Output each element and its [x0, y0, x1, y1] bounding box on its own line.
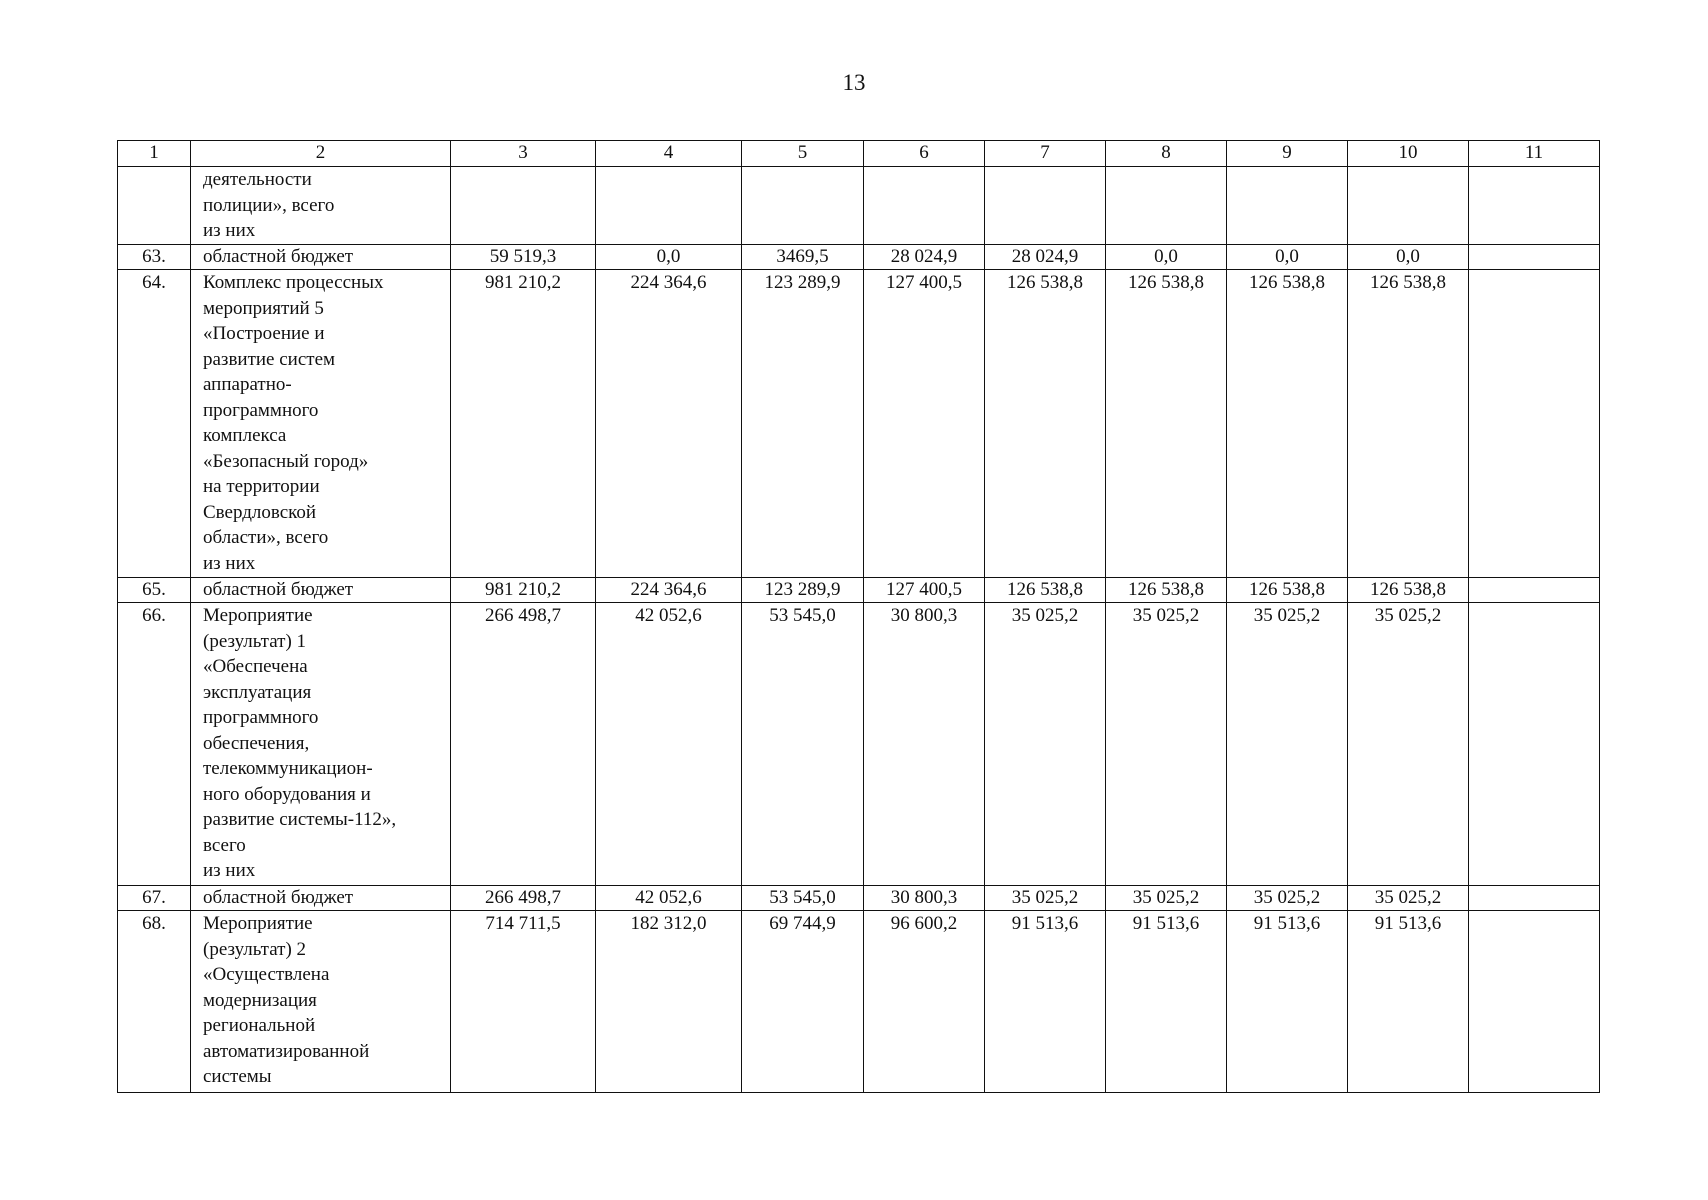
value-cell — [1348, 167, 1469, 245]
header-cell: 3 — [451, 141, 596, 167]
value-cell: 266 498,7 — [451, 603, 596, 886]
value-cell — [1469, 167, 1600, 245]
row-number: 66. — [118, 603, 191, 886]
budget-table — [117, 140, 1600, 1093]
header-cell: 4 — [596, 141, 742, 167]
row-name: деятельности полиции», всего из них — [191, 167, 451, 245]
value-cell: 3469,5 — [742, 245, 864, 270]
value-cell: 714 711,5 — [451, 911, 596, 1093]
table-row — [118, 167, 1600, 245]
value-cell: 35 025,2 — [985, 603, 1106, 886]
value-cell: 0,0 — [596, 245, 742, 270]
table-row — [118, 603, 1600, 886]
value-cell — [1106, 167, 1227, 245]
table-row — [118, 245, 1600, 270]
value-cell: 224 364,6 — [596, 270, 742, 578]
value-cell: 35 025,2 — [1348, 886, 1469, 911]
value-cell: 42 052,6 — [596, 886, 742, 911]
header-cell: 5 — [742, 141, 864, 167]
value-cell: 981 210,2 — [451, 270, 596, 578]
value-cell — [1469, 886, 1600, 911]
value-cell — [985, 167, 1106, 245]
value-cell: 126 538,8 — [985, 578, 1106, 603]
row-name: Мероприятие (результат) 2 «Осуществлена модернизация региональной автоматизированной системы — [191, 911, 451, 1093]
value-cell — [1469, 911, 1600, 1093]
table-row — [118, 911, 1600, 1093]
row-number — [118, 167, 191, 245]
row-number: 63. — [118, 245, 191, 270]
value-cell: 126 538,8 — [985, 270, 1106, 578]
value-cell: 123 289,9 — [742, 578, 864, 603]
value-cell: 127 400,5 — [864, 270, 985, 578]
value-cell: 91 513,6 — [1227, 911, 1348, 1093]
header-cell: 6 — [864, 141, 985, 167]
row-number: 65. — [118, 578, 191, 603]
value-cell: 266 498,7 — [451, 886, 596, 911]
value-cell — [1469, 245, 1600, 270]
value-cell — [742, 167, 864, 245]
row-number: 64. — [118, 270, 191, 578]
value-cell: 35 025,2 — [1348, 603, 1469, 886]
table-row — [118, 886, 1600, 911]
value-cell: 91 513,6 — [1348, 911, 1469, 1093]
header-cell: 11 — [1469, 141, 1600, 167]
value-cell — [1469, 603, 1600, 886]
value-cell — [1469, 270, 1600, 578]
value-cell: 0,0 — [1227, 245, 1348, 270]
value-cell: 53 545,0 — [742, 886, 864, 911]
value-cell: 91 513,6 — [985, 911, 1106, 1093]
value-cell — [1227, 167, 1348, 245]
value-cell: 126 538,8 — [1348, 270, 1469, 578]
value-cell: 59 519,3 — [451, 245, 596, 270]
value-cell: 35 025,2 — [1227, 603, 1348, 886]
header-cell: 2 — [191, 141, 451, 167]
header-cell: 9 — [1227, 141, 1348, 167]
value-cell — [864, 167, 985, 245]
value-cell: 35 025,2 — [1106, 603, 1227, 886]
value-cell: 126 538,8 — [1106, 578, 1227, 603]
table-row — [118, 270, 1600, 578]
value-cell: 69 744,9 — [742, 911, 864, 1093]
row-name: областной бюджет — [191, 886, 451, 911]
row-name: Мероприятие (результат) 1 «Обеспечена эксплуатация программного обеспечения, телекоммуникацион- ного оборудования и развитие системы-112», всего из них — [191, 603, 451, 886]
value-cell — [451, 167, 596, 245]
value-cell: 30 800,3 — [864, 603, 985, 886]
value-cell: 126 538,8 — [1227, 578, 1348, 603]
value-cell: 96 600,2 — [864, 911, 985, 1093]
value-cell: 91 513,6 — [1106, 911, 1227, 1093]
value-cell: 35 025,2 — [1106, 886, 1227, 911]
header-row — [118, 141, 1600, 167]
header-cell: 8 — [1106, 141, 1227, 167]
value-cell: 127 400,5 — [864, 578, 985, 603]
row-name: Комплекс процессных мероприятий 5 «Построение и развитие систем аппаратно- программного комплекса «Безопасный город» на территории Свердловской области», всего из них — [191, 270, 451, 578]
value-cell: 126 538,8 — [1227, 270, 1348, 578]
header-cell: 1 — [118, 141, 191, 167]
value-cell — [1469, 578, 1600, 603]
table-row — [118, 578, 1600, 603]
value-cell: 0,0 — [1348, 245, 1469, 270]
value-cell: 224 364,6 — [596, 578, 742, 603]
value-cell: 42 052,6 — [596, 603, 742, 886]
header-cell: 10 — [1348, 141, 1469, 167]
value-cell: 35 025,2 — [1227, 886, 1348, 911]
value-cell: 53 545,0 — [742, 603, 864, 886]
value-cell: 126 538,8 — [1106, 270, 1227, 578]
value-cell: 28 024,9 — [864, 245, 985, 270]
header-cell: 7 — [985, 141, 1106, 167]
value-cell — [596, 167, 742, 245]
value-cell: 126 538,8 — [1348, 578, 1469, 603]
row-name: областной бюджет — [191, 578, 451, 603]
value-cell: 981 210,2 — [451, 578, 596, 603]
value-cell: 182 312,0 — [596, 911, 742, 1093]
value-cell: 30 800,3 — [864, 886, 985, 911]
row-name: областной бюджет — [191, 245, 451, 270]
row-number: 68. — [118, 911, 191, 1093]
value-cell: 123 289,9 — [742, 270, 864, 578]
value-cell: 35 025,2 — [985, 886, 1106, 911]
page-number: 13 — [842, 70, 866, 95]
row-number: 67. — [118, 886, 191, 911]
value-cell: 0,0 — [1106, 245, 1227, 270]
value-cell: 28 024,9 — [985, 245, 1106, 270]
